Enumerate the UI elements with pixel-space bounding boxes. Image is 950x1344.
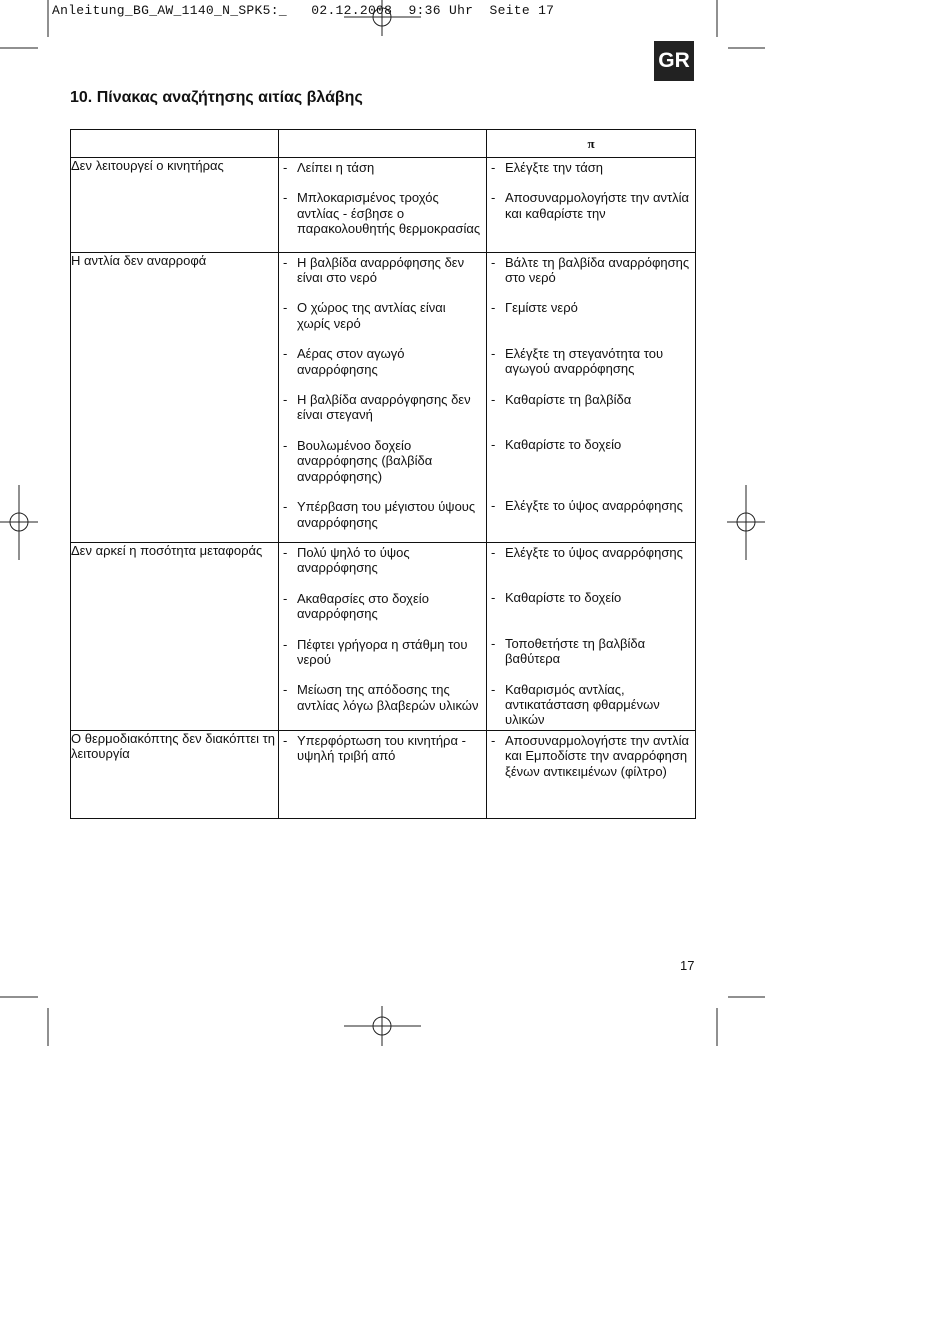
remedy-item: - Βάλτε τη βαλβίδα αναρρόφησης στο νερό [491, 254, 690, 286]
table-row [71, 158, 696, 253]
cause-item: - Πέφτει γρήγορα η στάθμη του νερού [283, 636, 468, 667]
cause-item: - Μπλοκαρισμένος τροχός αντλίας - έσβησε ο παρακολουθητής θερμοκρασίας [283, 190, 481, 237]
header-cause [279, 130, 487, 158]
fault-cell: Ο θερμοδιακόπτης δεν διακόπτει τη λειτουργία [71, 730, 279, 818]
remedy-cell [487, 252, 696, 542]
fault-cell: Δεν αρκεί η ποσότητα μεταφοράς [71, 542, 279, 730]
remedy-cell [487, 158, 696, 253]
fault-cell: Η αντλία δεν αναρροφά [71, 252, 279, 542]
cause-item: - Λείπει η τάση [283, 160, 375, 175]
remedy-cell [487, 730, 696, 818]
remedy-item: - Ελέγξτε την τάση [491, 160, 604, 175]
cause-item: - Η βαλβίδα αναρρόγφησης δεν είναι στεγανή [283, 392, 471, 423]
header-remedy: π [487, 130, 696, 158]
cause-item: - Μείωση της απόδοσης της αντλίας λόγω βλαβερών υλικών [283, 682, 479, 713]
registration-mark-right [727, 485, 765, 560]
table-row [71, 252, 696, 542]
cause-cell [279, 158, 487, 253]
remedy-item: - Αποσυναρμολογήστε την αντλία και Εμποδίστε την αναρρόφηση ξένων αντικειμένων (φίλτρο) [491, 732, 690, 779]
cause-item: - Πολύ ψηλό το ύψος αναρρόφησης [283, 544, 410, 576]
remedy-item: - Τοποθετήστε τη βαλβίδα βαθύτερα [491, 635, 646, 667]
cause-item: - Υπέρβαση του μέγιστου ύψους αναρρόφησης [283, 499, 476, 530]
cause-cell [279, 252, 487, 542]
table-row [71, 730, 696, 818]
header-fault [71, 130, 279, 158]
registration-mark-bottom [344, 1006, 421, 1046]
fault-cell: Δεν λειτουργεί ο κινητήρας [71, 158, 279, 253]
remedy-cell [487, 542, 696, 730]
remedy-item: - Ελέγξτε τη στεγανότητα του αγωγού αναρρόφησης [491, 345, 664, 377]
page-title: 10. Πίνακας αναζήτησης αιτίας βλάβης [70, 89, 363, 106]
remedy-item: - Καθαρίστε τη βαλβίδα [491, 391, 632, 407]
cause-item: - Η βαλβίδα αναρρόφησης δεν είναι στο νερό [283, 254, 465, 286]
remedy-item: - Ελέγξτε το ύψος αναρρόφησης [491, 544, 683, 560]
remedy-item: - Καθαρισμός αντλίας, αντικατάσταση φθαρμένων υλικών [491, 681, 660, 728]
table-header-row [71, 130, 696, 158]
cause-item: - Υπερφόρτωση του κινητήρα - υψηλή τριβή από [283, 732, 466, 764]
registration-mark-left [0, 485, 38, 560]
cause-cell [279, 542, 487, 730]
remedy-item: - Καθαρίστε το δοχείο [491, 437, 622, 453]
cause-item: - Βουλωμένοο δοχείο αναρρόφησης (βαλβίδα αναρρόφησης) [283, 437, 433, 484]
table-row [71, 542, 696, 730]
remedy-item: - Αποσυναρμολογήστε την αντλία και καθαρίστε την [491, 190, 690, 221]
cause-item: - Αέρας στον αγωγό αναρρόφησης [283, 346, 405, 377]
page-number: 17 [680, 958, 695, 973]
remedy-item: - Ελέγξτε το ύψος αναρρόφησης [491, 498, 683, 514]
cause-item: - Ακαθαρσίες στο δοχείο αναρρόφησης [283, 590, 429, 622]
cause-cell [279, 730, 487, 818]
print-header: Anleitung_BG_AW_1140_N_SPK5:_ 02.12.2008 9:36 Uhr Seite 17 [52, 3, 555, 18]
remedy-item: - Γεμίστε νερό [491, 300, 578, 316]
remedy-item: - Καθαρίστε το δοχείο [491, 590, 622, 606]
cause-item: - Ο χώρος της αντλίας είναι χωρίς νερό [283, 300, 446, 331]
troubleshooting-table [70, 129, 696, 819]
language-badge: GR [654, 41, 694, 81]
